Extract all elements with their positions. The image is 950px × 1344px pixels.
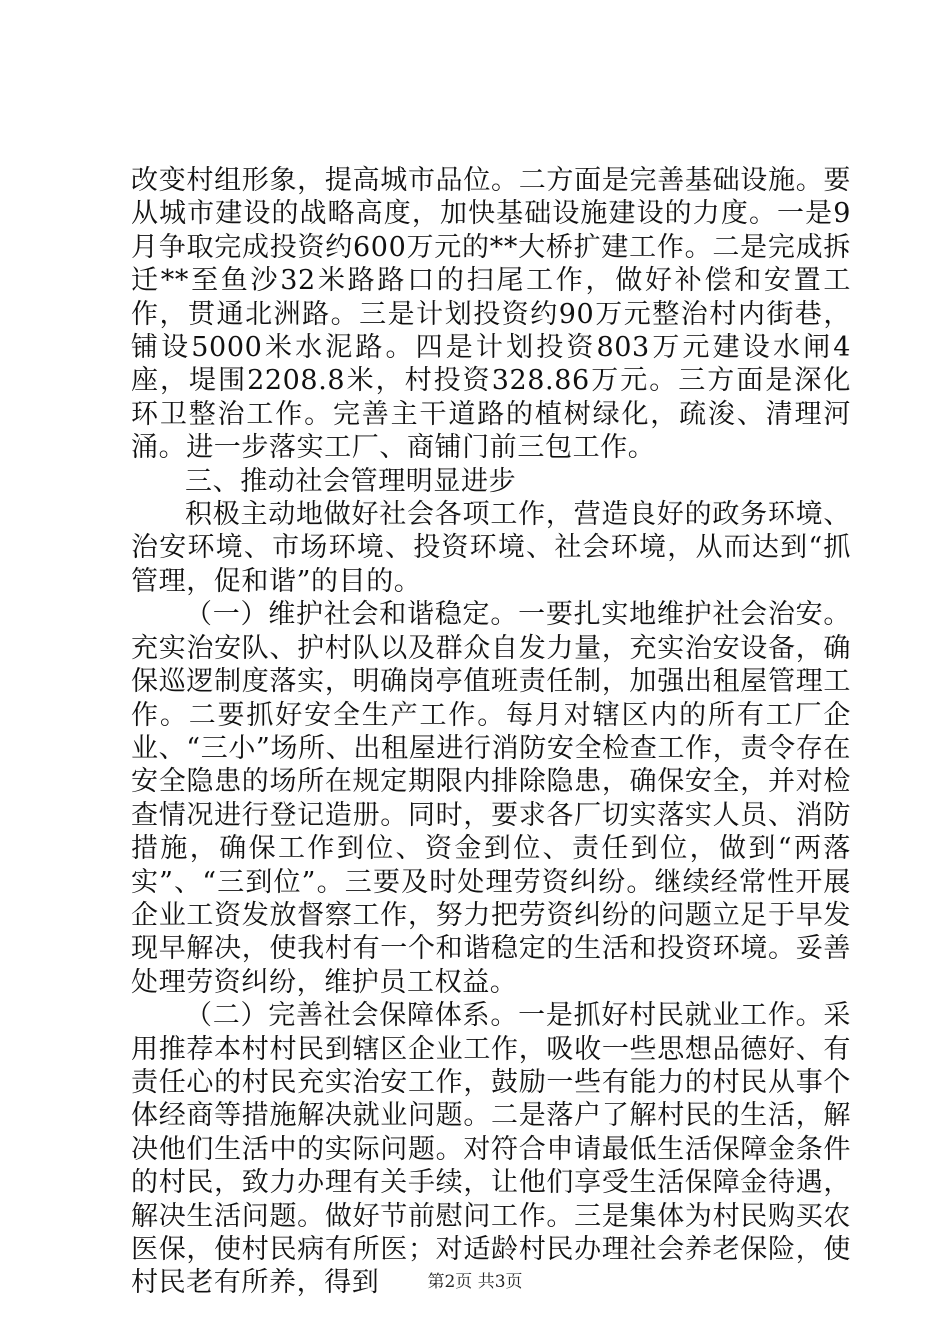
- section-heading: 三、推动社会管理明显进步: [185, 465, 517, 497]
- paragraph-infrastructure: 改变村组形象，提高城市品位。二方面是完善基础设施。要从城市建设的战略高度，加快基础设施建设的力度。一是9月争取完成投资约600万元的**大桥扩建工作。二是完成拆迁**至鱼沙32米路路口的扫尾工作，做好补偿和安置工作，贯通北洲路。三是计划投资约90万元整治村内街巷，铺设5000米水泥路。四是计划投资803万元建设水闸4座，堤围2208.8米，村投资328.86万元。三方面是深化环卫整治工作。完善主干道路的植树绿化，疏浚、清理河涌。进一步落实工厂、商铺门前三包工作。: [131, 165, 851, 464]
- paragraph-social-stability: （一）维护社会和谐稳定。一要扎实地维护社会治安。充实治安队、护村队以及群众自发力量，充实治安设备，确保巡逻制度落实，明确岗亭值班责任制，加强出租屋管理工作。二要抓好安全生产工作。每月对辖区内的所有工厂企业、“三小”场所、出租屋进行消防安全检查工作，责令存在安全隐患的场所在规定期限内排除隐患，确保安全，并对检查情况进行登记造册。同时，要求各厂切实落实人员、消防措施，确保工作到位、资金到位、责任到位，做到“两落实”、“三到位”。三要及时处理劳资纠纷。继续经常性开展企业工资发放督察工作，努力把劳资纠纷的问题立足于早发现早解决，使我村有一个和谐稳定的生活和投资环境。妥善处理劳资纠纷，维护员工权益。: [131, 599, 851, 998]
- page-number-footer: 第2页 共3页: [427, 1272, 523, 1292]
- paragraph-social-work: 积极主动地做好社会各项工作，营造良好的政务环境、治安环境、市场环境、投资环境、社会环境，从而达到“抓管理，促和谐”的目的。: [131, 499, 851, 597]
- paragraph-social-security: （二）完善社会保障体系。一是抓好村民就业工作。采用推荐本村村民到辖区企业工作，吸收一些思想品德好、有责任心的村民充实治安工作，鼓励一些有能力的村民从事个体经商等措施解决就业问题。二是落户了解村民的生活，解决他们生活中的实际问题。对符合申请最低生活保障金条件的村民，致力办理有关手续，让他们享受生活保障金待遇，解决生活问题。做好节前慰问工作。三是集体为村民购买农医保，使村民病有所医；对适龄村民办理社会养老保险，使村民老有所养，得到: [131, 1000, 851, 1299]
- document-body: [131, 164, 851, 1300]
